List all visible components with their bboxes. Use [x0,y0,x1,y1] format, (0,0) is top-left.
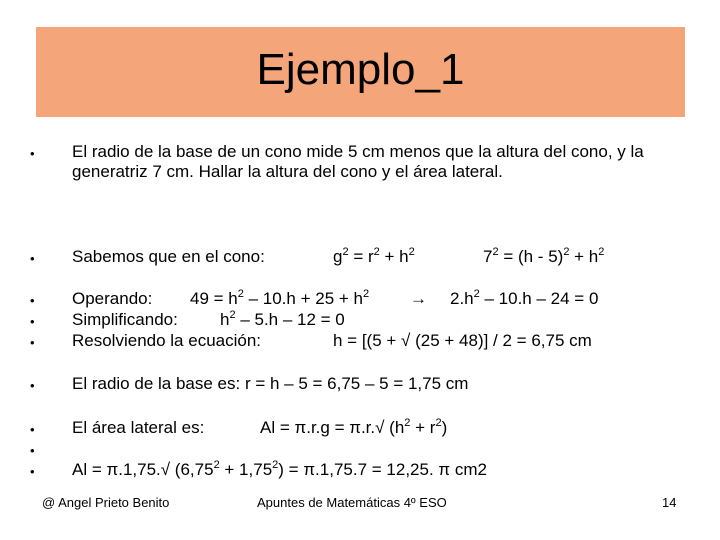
lateral-area-formula: Al = π.r.g = π.r.√ $(h^2 + r^2)$ [260,417,448,437]
bullet-mark: • [30,378,35,393]
title-band [36,27,685,117]
arrow-icon: → [410,289,427,308]
radius-text: El radio de la base es: r = h – 5 = 6,75 – 5 = 1,75 cm [72,374,469,393]
solving-label: Resolviendo la ecuación: [72,331,262,350]
page-number: 14 [662,495,677,510]
relation-label: Sabemos que en el cono: [72,247,265,266]
bullet-mark-empty: • [30,443,35,458]
bullet-mark: • [30,314,35,329]
bullet-mark: • [30,335,35,350]
bullet-mark: • [30,464,35,479]
lateral-area-result: Al = π.1,75.√ $(6,75^2 + 1,75^2) = \pi.1,75.7 = 12,25$. π cm2 [72,459,487,479]
bullet-mark: • [30,146,35,161]
operating-equation: $49 = h^2 - 10.h + 25 + h^2$ [190,288,370,308]
bullet-mark: • [30,251,35,266]
lateral-area-label: El área lateral es: [72,418,205,437]
simplifying-label: Simplificando: [72,310,178,329]
problem-line-2: generatriz 7 cm. Hallar la altura del cono y el área lateral. [72,162,503,181]
simplifying-equation: $h^2 - 5.h - 12 = 0$ [220,309,345,329]
bullet-mark: • [30,422,35,437]
footer-author: @ Angel Prieto Benito [42,495,170,510]
problem-line-1: El radio de la base de un cono mide 5 cm menos que la altura del cono, y la [72,142,644,161]
slide-title: Ejemplo_1 [256,45,465,94]
operating-result: $2.h^2 - 10.h - 24 = 0$ [450,288,599,308]
solving-equation: h = [(5 + √ (25 + 48)] / 2 = 6,75 cm [333,331,592,350]
bullet-mark: • [30,293,35,308]
footer-course: Apuntes de Matemáticas 4º ESO [257,495,447,510]
relation-equation-specific: $7^2 = (h - 5)^2 + h^2$ [483,246,605,266]
operating-label: Operando: [72,289,153,308]
relation-equation-general: $g^2 = r^2 + h^2$ [333,246,415,266]
